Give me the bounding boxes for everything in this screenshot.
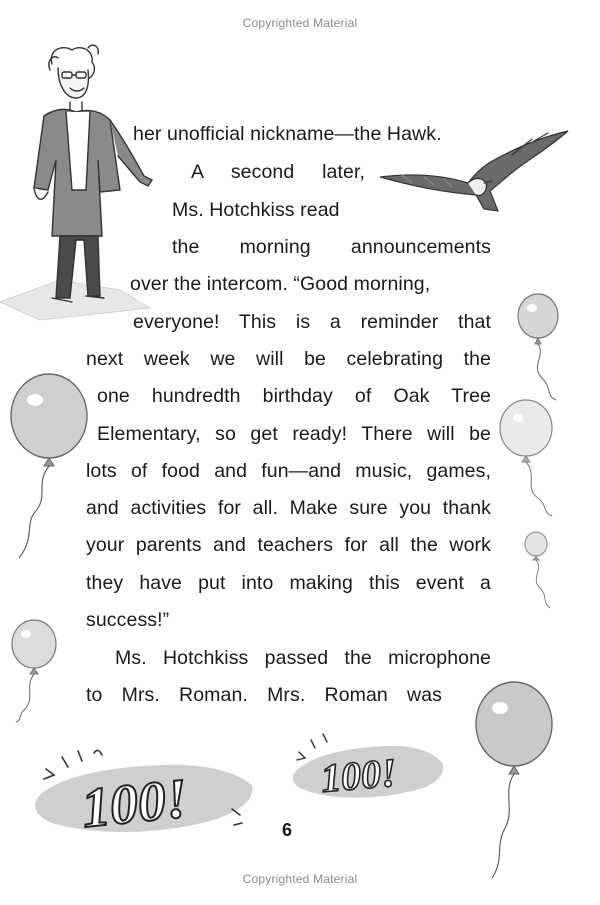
balloon-right-mid: [496, 398, 566, 518]
text-line-4: the morning announcements: [172, 236, 491, 258]
text-line-16: to Mrs. Roman. Mrs. Roman was: [86, 684, 442, 706]
text-line-15: Ms. Hotchkiss passed the microphone: [115, 647, 491, 669]
text-line-5: over the intercom. “Good morning,: [130, 273, 431, 295]
banner-100-right: [285, 730, 450, 805]
copyright-watermark-top: Copyrighted Material: [242, 16, 358, 30]
copyright-watermark-bottom: Copyrighted Material: [242, 872, 358, 886]
text-line-9: Elementary, so get ready! There will be: [97, 423, 491, 445]
balloon-right-small: [520, 530, 560, 610]
balloon-left-small: [6, 618, 66, 723]
text-line-1: her unofficial nickname—the Hawk.: [133, 123, 442, 145]
banner-100-left-text: 100!: [78, 767, 191, 841]
banner-100-left: [22, 745, 262, 840]
balloon-right-top: [512, 292, 572, 402]
page-number: 6: [282, 820, 293, 840]
text-line-12: your parents and teachers for all the work: [86, 534, 491, 556]
text-line-10: lots of food and fun—and music, games,: [86, 460, 491, 482]
text-line-8: one hundredth birthday of Oak Tree: [97, 385, 491, 407]
text-line-3: Ms. Hotchkiss read: [172, 199, 340, 221]
text-line-11: and activities for all. Make sure you thank: [86, 497, 491, 519]
balloon-right-large: [470, 680, 560, 880]
text-line-14: success!”: [86, 609, 170, 631]
text-line-13: they have put into making this event a: [86, 572, 491, 594]
text-line-7: next week we will be celebrating the: [86, 348, 491, 370]
text-line-2: A second later,: [191, 161, 365, 183]
text-line-6: everyone! This is a reminder that: [133, 311, 491, 333]
banner-100-right-text: 100!: [319, 749, 399, 801]
balloon-left-large: [5, 372, 95, 562]
